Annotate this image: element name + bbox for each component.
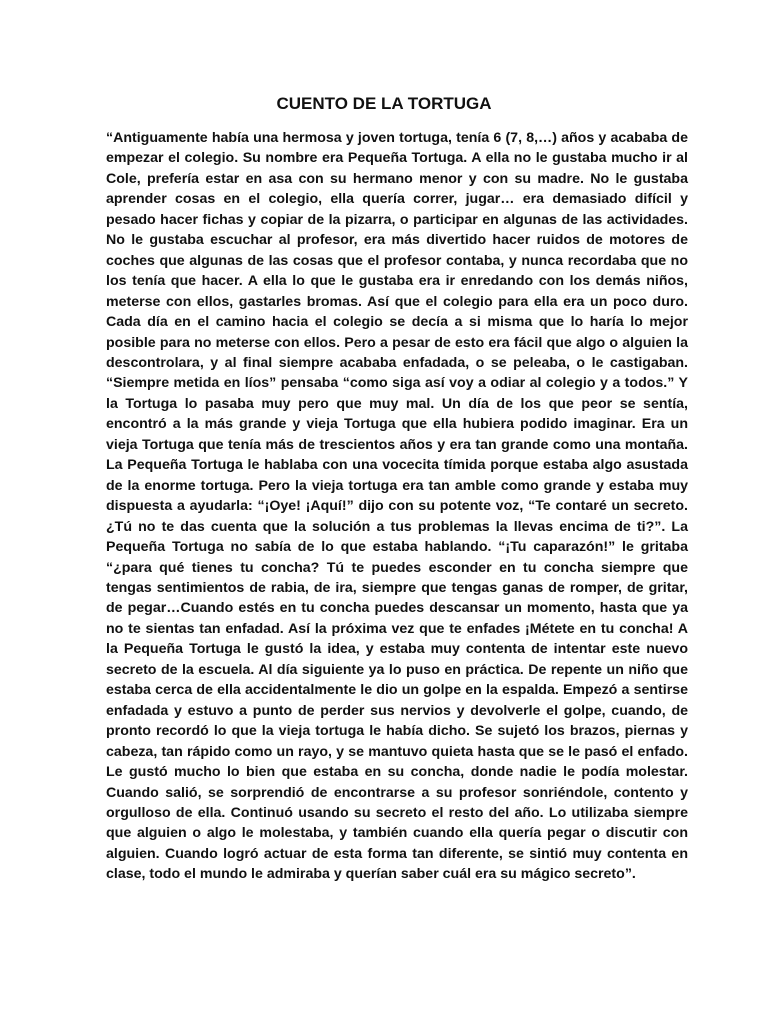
document-title: CUENTO DE LA TORTUGA bbox=[276, 94, 492, 113]
story-paragraph: “Antiguamente había una hermosa y joven tortuga, tenía 6 (7, 8,…) años y acababa de empezar el colegio. Su nombre era Pequeña Tortuga. A ella no le gustaba mucho ir al Cole, prefería estar en asa con su hermano menor y con su madre. No le gustaba aprender cosas en el colegio, ella quería correr, jugar… era demasiado difícil y pesado hacer fichas y copiar de la pizarra, o participar en algunas de las actividades. No le gustaba escuchar al profesor, era más divertido hacer ruidos de motores de coches que algunas de las cosas que el profesor contaba, y nunca recordaba que no los tenía que hacer. A ella lo que le gustaba era ir enredando con los demás niños, meterse con ellos, gastarles bromas. Así que el colegio para ella era un poco duro. Cada día en el camino hacia el colegio se decía a si misma que lo haría lo mejor posible para no meterse con ellos. Pero a pesar de esto era fácil que algo o alguien la descontrolara, y al final siempre acababa enfadada, o se peleaba, o le castigaban. “Siempre metida en líos” pensaba “como siga así voy a odiar al colegio y a todos.” Y la Tortuga lo pasaba muy pero que muy mal. Un día de los que peor se sentía, encontró a la más grande y vieja Tortuga que ella hubiera podido imaginar. Era un vieja Tortuga que tenía más de trescientos años y era tan grande como una montaña. La Pequeña Tortuga le hablaba con una vocecita tímida porque estaba algo asustada de la enorme tortuga. Pero la vieja tortuga era tan amble como grande y estaba muy dispuesta a ayudarla: “¡Oye! ¡Aquí!” dijo con su potente voz, “Te contaré un secreto. ¿Tú no te das cuenta que la solución a tus problemas la llevas encima de ti?”. La Pequeña Tortuga no sabía de lo que estaba hablando. “¡Tu caparazón!” le gritaba “¿para qué tienes tu concha? Tú te puedes esconder en tu concha siempre que tengas sentimientos de rabia, de ira, siempre que tengas ganas de romper, de gritar, de pegar…Cuando estés en tu concha puedes descansar un momento, hasta que ya no te sientas tan enfadad. Así la próxima vez que te enfades ¡Métete en tu concha! A la Pequeña Tortuga le gustó la idea, y estaba muy contenta de intentar este nuevo secreto de la escuela. Al día siguiente ya lo puso en práctica. De repente un niño que estaba cerca de ella accidentalmente le dio un golpe en la espalda. Empezó a sentirse enfadada y estuvo a punto de perder sus nervios y devolverle el golpe, cuando, de pronto recordó lo que la vieja tortuga le había dicho. Se sujetó los brazos, piernas y cabeza, tan rápido como un rayo, y se mantuvo quieta hasta que se le pasó el enfado. Le gustó mucho lo bien que estaba en su concha, donde nadie le podía molestar. Cuando salió, se sorprendió de encontrarse a su profesor sonriéndole, contento y orgulloso de ella. Continuó usando su secreto el resto del año. Lo utilizaba siempre que alguien o algo le molestaba, y también cuando ella quería pegar o discutir con alguien. Cuando logró actuar de esta forma tan diferente, se sintió muy contenta en clase, todo el mundo le admiraba y querían saber cuál era su mágico secreto”. bbox=[106, 130, 688, 883]
